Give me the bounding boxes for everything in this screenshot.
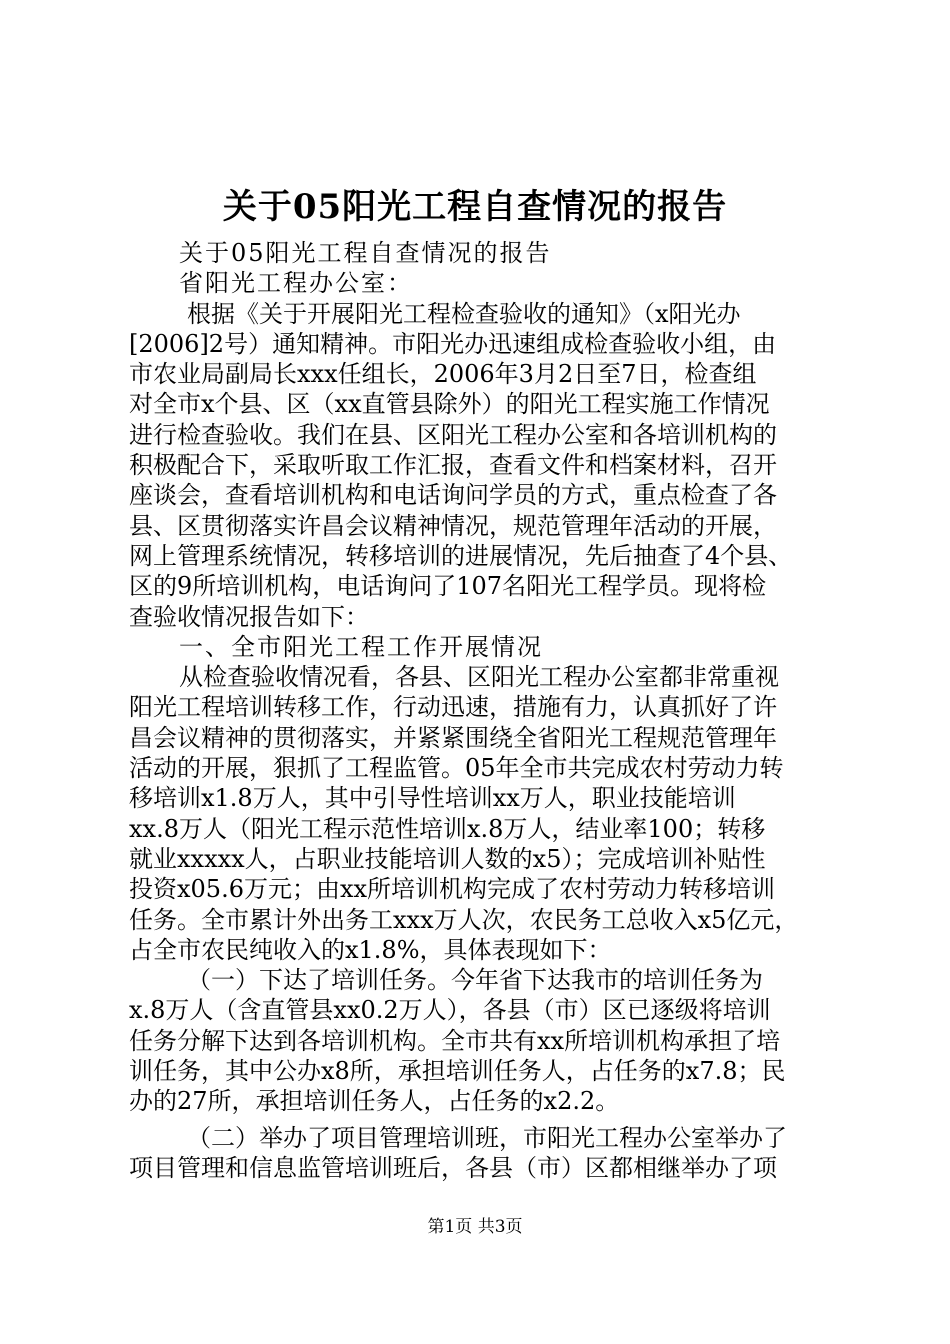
body-line: 昌会议精神的贯彻落实，并紧紧围绕全省阳光工程规范管理年 — [129, 723, 777, 752]
body-line: 网上管理系统情况，转移培训的进展情况，先后抽查了4个县、 — [129, 541, 793, 570]
body-line: 任务分解下达到各培训机构。全市共有xx所培训机构承担了培 — [129, 1026, 781, 1055]
body-line: （二）举办了项目管理培训班，市阳光工程办公室举办了 — [187, 1123, 787, 1152]
body-line: 就业xxxxx人，占职业技能培训人数的x5）；完成培训补贴性 — [129, 844, 766, 873]
body-line: 占全市农民纯收入的x1.8%，具体表现如下： — [129, 935, 612, 964]
section-heading: 一、全市阳光工程工作开展情况 — [179, 632, 543, 661]
body-line: 训任务，其中公办x8所，承担培训任务人，占任务的x7.8；民 — [129, 1057, 786, 1086]
body-line: [2006]2号）通知精神。市阳光办迅速组成检查验收小组，由 — [129, 329, 777, 358]
body-line: 市农业局副局长xxx任组长，2006年3月2日至7日，检查组 — [129, 360, 757, 389]
document-title: 关于05阳光工程自查情况的报告 — [222, 187, 728, 227]
body-line: 从检查验收情况看，各县、区阳光工程办公室都非常重视 — [179, 663, 779, 692]
body-line: 任务。全市累计外出务工xxx万人次，农民务工总收入x5亿元， — [129, 905, 799, 934]
body-line: 座谈会，查看培训机构和电话询问学员的方式，重点检查了各 — [129, 481, 777, 510]
body-line: 移培训x1.8万人，其中引导性培训xx万人，职业技能培训 — [129, 784, 736, 813]
body-line: 办的27所，承担培训任务人，占任务的x2.2。 — [129, 1087, 620, 1116]
body-line: 根据《关于开展阳光工程检查验收的通知》（x阳光办 — [187, 299, 741, 328]
body-line: 对全市x个县、区（xx直管县除外）的阳光工程实施工作情况 — [129, 390, 770, 419]
body-line-subtitle: 关于05阳光工程自查情况的报告 — [179, 239, 552, 267]
body-line: 阳光工程培训转移工作，行动迅速，措施有力，认真抓好了许 — [129, 693, 777, 722]
body-line-addressee: 省阳光工程办公室： — [179, 269, 413, 298]
document-body — [129, 238, 829, 1183]
body-line: 进行检查验收。我们在县、区阳光工程办公室和各培训机构的 — [129, 420, 777, 449]
body-line: xx.8万人（阳光工程示范性培训x.8万人，结业率100；转移 — [129, 814, 766, 843]
body-line: 区的9所培训机构，电话询问了107名阳光工程学员。现将检 — [129, 572, 767, 601]
body-line: （一）下达了培训任务。今年省下达我市的培训任务为 — [187, 966, 763, 995]
body-line: x.8万人（含直管县xx0.2万人），各县（市）区已逐级将培训 — [129, 996, 771, 1025]
body-line: 县、区贯彻落实许昌会议精神情况，规范管理年活动的开展， — [129, 511, 777, 540]
body-line: 项目管理和信息监管培训班后，各县（市）区都相继举办了项 — [129, 1153, 777, 1182]
body-line: 投资x05.6万元；由xx所培训机构完成了农村劳动力转移培训 — [129, 875, 776, 904]
body-line: 查验收情况报告如下： — [129, 602, 369, 631]
page-footer: 第1页 共3页 — [427, 1217, 523, 1237]
body-line: 活动的开展，狠抓了工程监管。05年全市共完成农村劳动力转 — [129, 754, 784, 783]
body-line: 积极配合下，采取听取工作汇报，查看文件和档案材料，召开 — [129, 451, 777, 480]
